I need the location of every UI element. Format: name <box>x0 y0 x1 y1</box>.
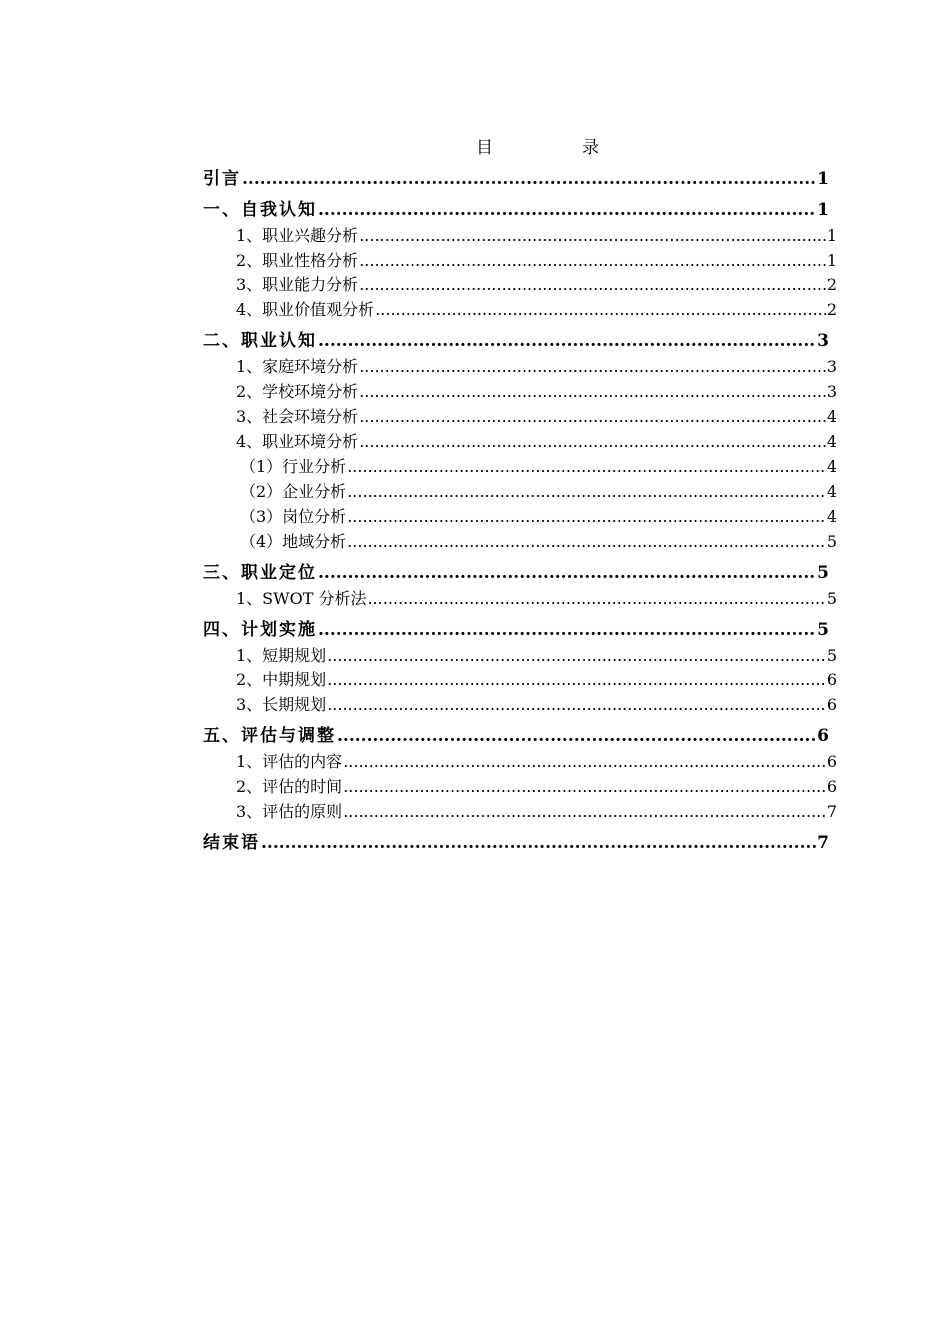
toc-entry-label: （1）行业分析 <box>240 457 347 476</box>
toc-page-number: 2 <box>826 275 837 294</box>
toc-entry[interactable] <box>236 298 837 322</box>
toc-entry-label: 1、职业兴趣分析 <box>236 226 359 245</box>
toc-page-number: 5 <box>826 646 837 665</box>
toc-entry-label: 1、评估的内容 <box>236 752 343 771</box>
toc-entry[interactable] <box>236 644 837 668</box>
toc-page-number: 5 <box>826 532 837 551</box>
toc-page-number: 6 <box>826 777 837 796</box>
toc-leader-dots <box>327 693 826 717</box>
toc-page-number: 1 <box>817 169 829 189</box>
toc-entry[interactable] <box>240 455 837 479</box>
toc-entry-label: 3、社会环境分析 <box>236 407 359 426</box>
toc-entry[interactable] <box>203 618 829 642</box>
toc-leader-dots <box>367 587 825 611</box>
toc-page-number: 3 <box>826 382 837 401</box>
toc-page-number: 7 <box>817 833 829 853</box>
toc-leader-dots <box>337 724 816 748</box>
toc-page-number: 6 <box>817 726 829 746</box>
toc-entry-label: 2、学校环境分析 <box>236 382 359 401</box>
toc-entry[interactable] <box>236 587 837 611</box>
toc-entry-label: 3、评估的原则 <box>236 802 343 821</box>
toc-leader-dots <box>242 167 816 191</box>
toc-entry-label: 3、长期规划 <box>236 695 327 714</box>
toc-page-number: 6 <box>826 695 837 714</box>
toc-page-number: 4 <box>826 432 837 451</box>
toc-leader-dots <box>359 273 826 297</box>
toc-page-number: 4 <box>826 457 837 476</box>
toc-leader-dots <box>343 775 826 799</box>
toc-page-number: 3 <box>817 331 829 351</box>
toc-entry-label: 1、SWOT 分析法 <box>236 589 367 608</box>
toc-leader-dots <box>359 405 826 429</box>
toc-entry-label: 一、自我认知 <box>203 200 317 220</box>
toc-leader-dots <box>318 198 816 222</box>
toc-page-number: 6 <box>826 752 837 771</box>
toc-entry[interactable] <box>236 273 837 297</box>
toc-entry-label: 四、计划实施 <box>203 620 317 640</box>
toc-entry[interactable] <box>203 561 829 585</box>
toc-page-number: 6 <box>826 670 837 689</box>
toc-page-number: 5 <box>817 620 829 640</box>
toc-entry[interactable] <box>236 249 837 273</box>
toc-entry[interactable] <box>236 380 837 404</box>
toc-leader-dots <box>347 530 826 554</box>
toc-page-number: 1 <box>826 226 837 245</box>
toc-entry-label: 2、职业性格分析 <box>236 251 359 270</box>
toc-entry[interactable] <box>203 198 829 222</box>
toc-entry-label: 4、职业环境分析 <box>236 432 359 451</box>
toc-title: 目 录 <box>476 138 635 158</box>
toc-entry-label: 2、中期规划 <box>236 670 327 689</box>
toc-leader-dots <box>327 668 826 692</box>
toc-entry[interactable] <box>236 693 837 717</box>
toc-entry-label: 1、短期规划 <box>236 646 327 665</box>
toc-entry[interactable] <box>236 775 837 799</box>
toc-leader-dots <box>347 505 826 529</box>
toc-leader-dots <box>318 329 816 353</box>
toc-entry-label: （3）岗位分析 <box>240 507 347 526</box>
toc-entry-label: 三、职业定位 <box>203 563 317 583</box>
toc-entry-label: 1、家庭环境分析 <box>236 357 359 376</box>
toc-page-number: 4 <box>826 407 837 426</box>
toc-entry[interactable] <box>236 430 837 454</box>
toc-entry[interactable] <box>236 405 837 429</box>
toc-page-number: 1 <box>826 251 837 270</box>
toc-page-number: 4 <box>826 507 837 526</box>
toc-page-number: 1 <box>817 200 829 220</box>
toc-page-number: 2 <box>826 300 837 319</box>
toc-leader-dots <box>343 800 826 824</box>
toc-entry-label: 2、评估的时间 <box>236 777 343 796</box>
toc-page-number: 7 <box>826 802 837 821</box>
toc-entry[interactable] <box>236 668 837 692</box>
toc-page-number: 5 <box>817 563 829 583</box>
toc-leader-dots <box>359 380 826 404</box>
toc-entry-label: （2）企业分析 <box>240 482 347 501</box>
toc-page-number: 3 <box>826 357 837 376</box>
toc-entry[interactable] <box>203 831 829 855</box>
toc-page-number: 5 <box>826 589 837 608</box>
toc-leader-dots <box>359 355 826 379</box>
toc-leader-dots <box>261 831 816 855</box>
toc-leader-dots <box>347 455 826 479</box>
toc-entry[interactable] <box>203 167 829 191</box>
toc-entry[interactable] <box>236 355 837 379</box>
toc-entry[interactable] <box>240 480 837 504</box>
toc-leader-dots <box>347 480 826 504</box>
toc-leader-dots <box>327 644 826 668</box>
toc-entry-label: 4、职业价值观分析 <box>236 300 375 319</box>
toc-entry[interactable] <box>240 505 837 529</box>
toc-leader-dots <box>359 430 826 454</box>
toc-entry[interactable] <box>236 224 837 248</box>
toc-entry[interactable] <box>203 329 829 353</box>
toc-entry[interactable] <box>240 530 837 554</box>
toc-leader-dots <box>318 618 816 642</box>
toc-entry[interactable] <box>203 724 829 748</box>
toc-leader-dots <box>343 750 826 774</box>
toc-entry-label: 3、职业能力分析 <box>236 275 359 294</box>
toc-leader-dots <box>359 224 826 248</box>
toc-entry-label: 五、评估与调整 <box>203 726 336 746</box>
toc-entry-label: （4）地域分析 <box>240 532 347 551</box>
toc-entry-label: 二、职业认知 <box>203 331 317 351</box>
toc-entry-label: 结束语 <box>203 833 260 853</box>
toc-entry[interactable] <box>236 750 837 774</box>
toc-page-number: 4 <box>826 482 837 501</box>
toc-entry[interactable] <box>236 800 837 824</box>
toc-entry-label: 引言 <box>203 169 241 189</box>
toc-leader-dots <box>359 249 826 273</box>
toc-leader-dots <box>318 561 816 585</box>
toc-leader-dots <box>375 298 826 322</box>
